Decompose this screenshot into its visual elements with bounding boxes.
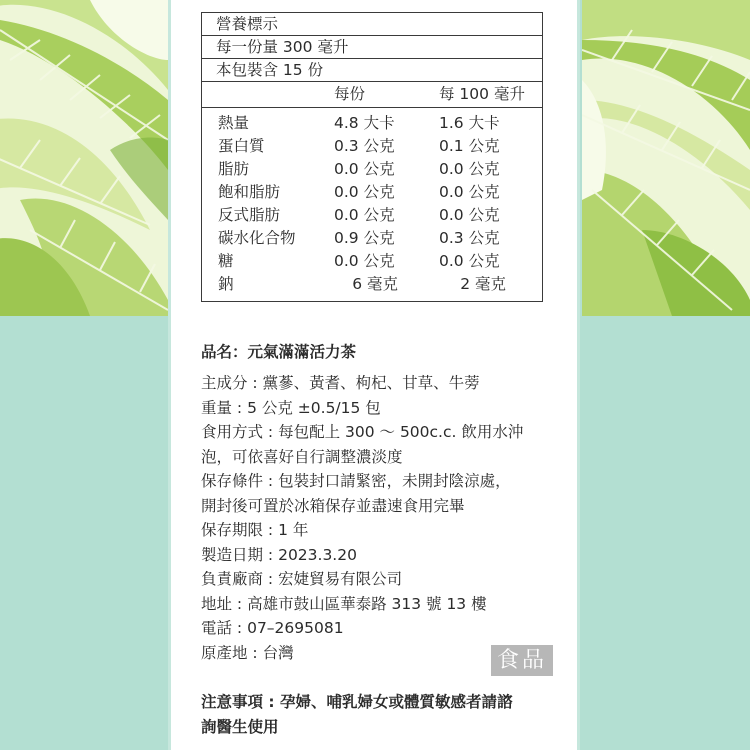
nutrition-row-calories: 熱量 4.8 大卡 1.6 大卡 xyxy=(218,114,500,132)
phone: 電話 : 07–2695081 xyxy=(201,619,344,637)
storage-line-2: 開封後可置於冰箱保存並盡速食用完畢 xyxy=(201,496,465,515)
usage-line-1: 食用方式 : 每包配上 300 ～ 500c.c. 飲用水沖 xyxy=(201,423,524,441)
storage-line-1: 保存條件 : 包裝封口請緊密，未開封陰涼處， xyxy=(201,472,511,490)
nutrition-title: 營養標示 xyxy=(202,13,542,36)
usage-line-2: 泡，可依喜好自行調整濃淡度 xyxy=(201,447,403,466)
manufacturer: 負責廠商 : 宏婕貿易有限公司 xyxy=(201,570,403,588)
origin: 原產地 : 台灣 xyxy=(201,643,294,662)
nutrition-row-sodium: 鈉 6 毫克 2 毫克 xyxy=(218,275,506,293)
product-name-block xyxy=(201,340,561,365)
ingredients: 主成分 : 黨蔘、黃耆、枸杞、甘草、牛蒡 xyxy=(201,374,480,392)
tropical-leaf-illustration-right xyxy=(582,0,750,316)
nutrition-row-protein: 蛋白質 0.3 公克 0.1 公克 xyxy=(218,137,500,155)
serving-size: 每一份量 300 毫升 xyxy=(202,36,542,59)
manufacture-date: 製造日期 : 2023.3.20 xyxy=(201,545,357,564)
caution-line-2: 詢醫生使用 xyxy=(201,718,279,736)
col-per-100ml: 每 100 毫升 xyxy=(439,85,525,103)
caution-notice xyxy=(201,690,561,740)
nutrition-row-carbohydrate: 碳水化合物 0.9 公克 0.3 公克 xyxy=(218,229,500,247)
col-per-serving: 每份 xyxy=(334,85,366,103)
nutrition-row-fat: 脂肪 0.0 公克 0.0 公克 xyxy=(218,160,500,178)
product-name: 品名：元氣滿滿活力茶 xyxy=(201,343,357,361)
nutrition-row-trans-fat: 反式脂肪 0.0 公克 0.0 公克 xyxy=(218,206,500,224)
shelf-life: 保存期限 : 1 年 xyxy=(201,521,309,539)
nutrition-facts-table xyxy=(201,12,543,302)
tropical-leaf-illustration-left xyxy=(0,0,168,316)
address: 地址 : 高雄市鼓山區華泰路 313 號 13 樓 xyxy=(201,594,487,613)
nutrition-row-saturated-fat: 飽和脂肪 0.0 公克 0.0 公克 xyxy=(218,183,500,201)
caution-line-1: 注意事項 : 孕婦、哺乳婦女或體質敏感者請諮 xyxy=(201,693,513,711)
net-weight: 重量 : 5 公克 ±0.5/15 包 xyxy=(201,398,381,417)
nutrition-row-sugar: 糖 0.0 公克 0.0 公克 xyxy=(218,252,500,270)
nutrition-rows xyxy=(202,108,542,301)
product-details xyxy=(201,371,561,665)
nutrition-column-header xyxy=(202,82,542,108)
food-category-badge: 食品 xyxy=(491,645,553,676)
servings-per-pack: 本包裝含 15 份 xyxy=(202,59,542,82)
